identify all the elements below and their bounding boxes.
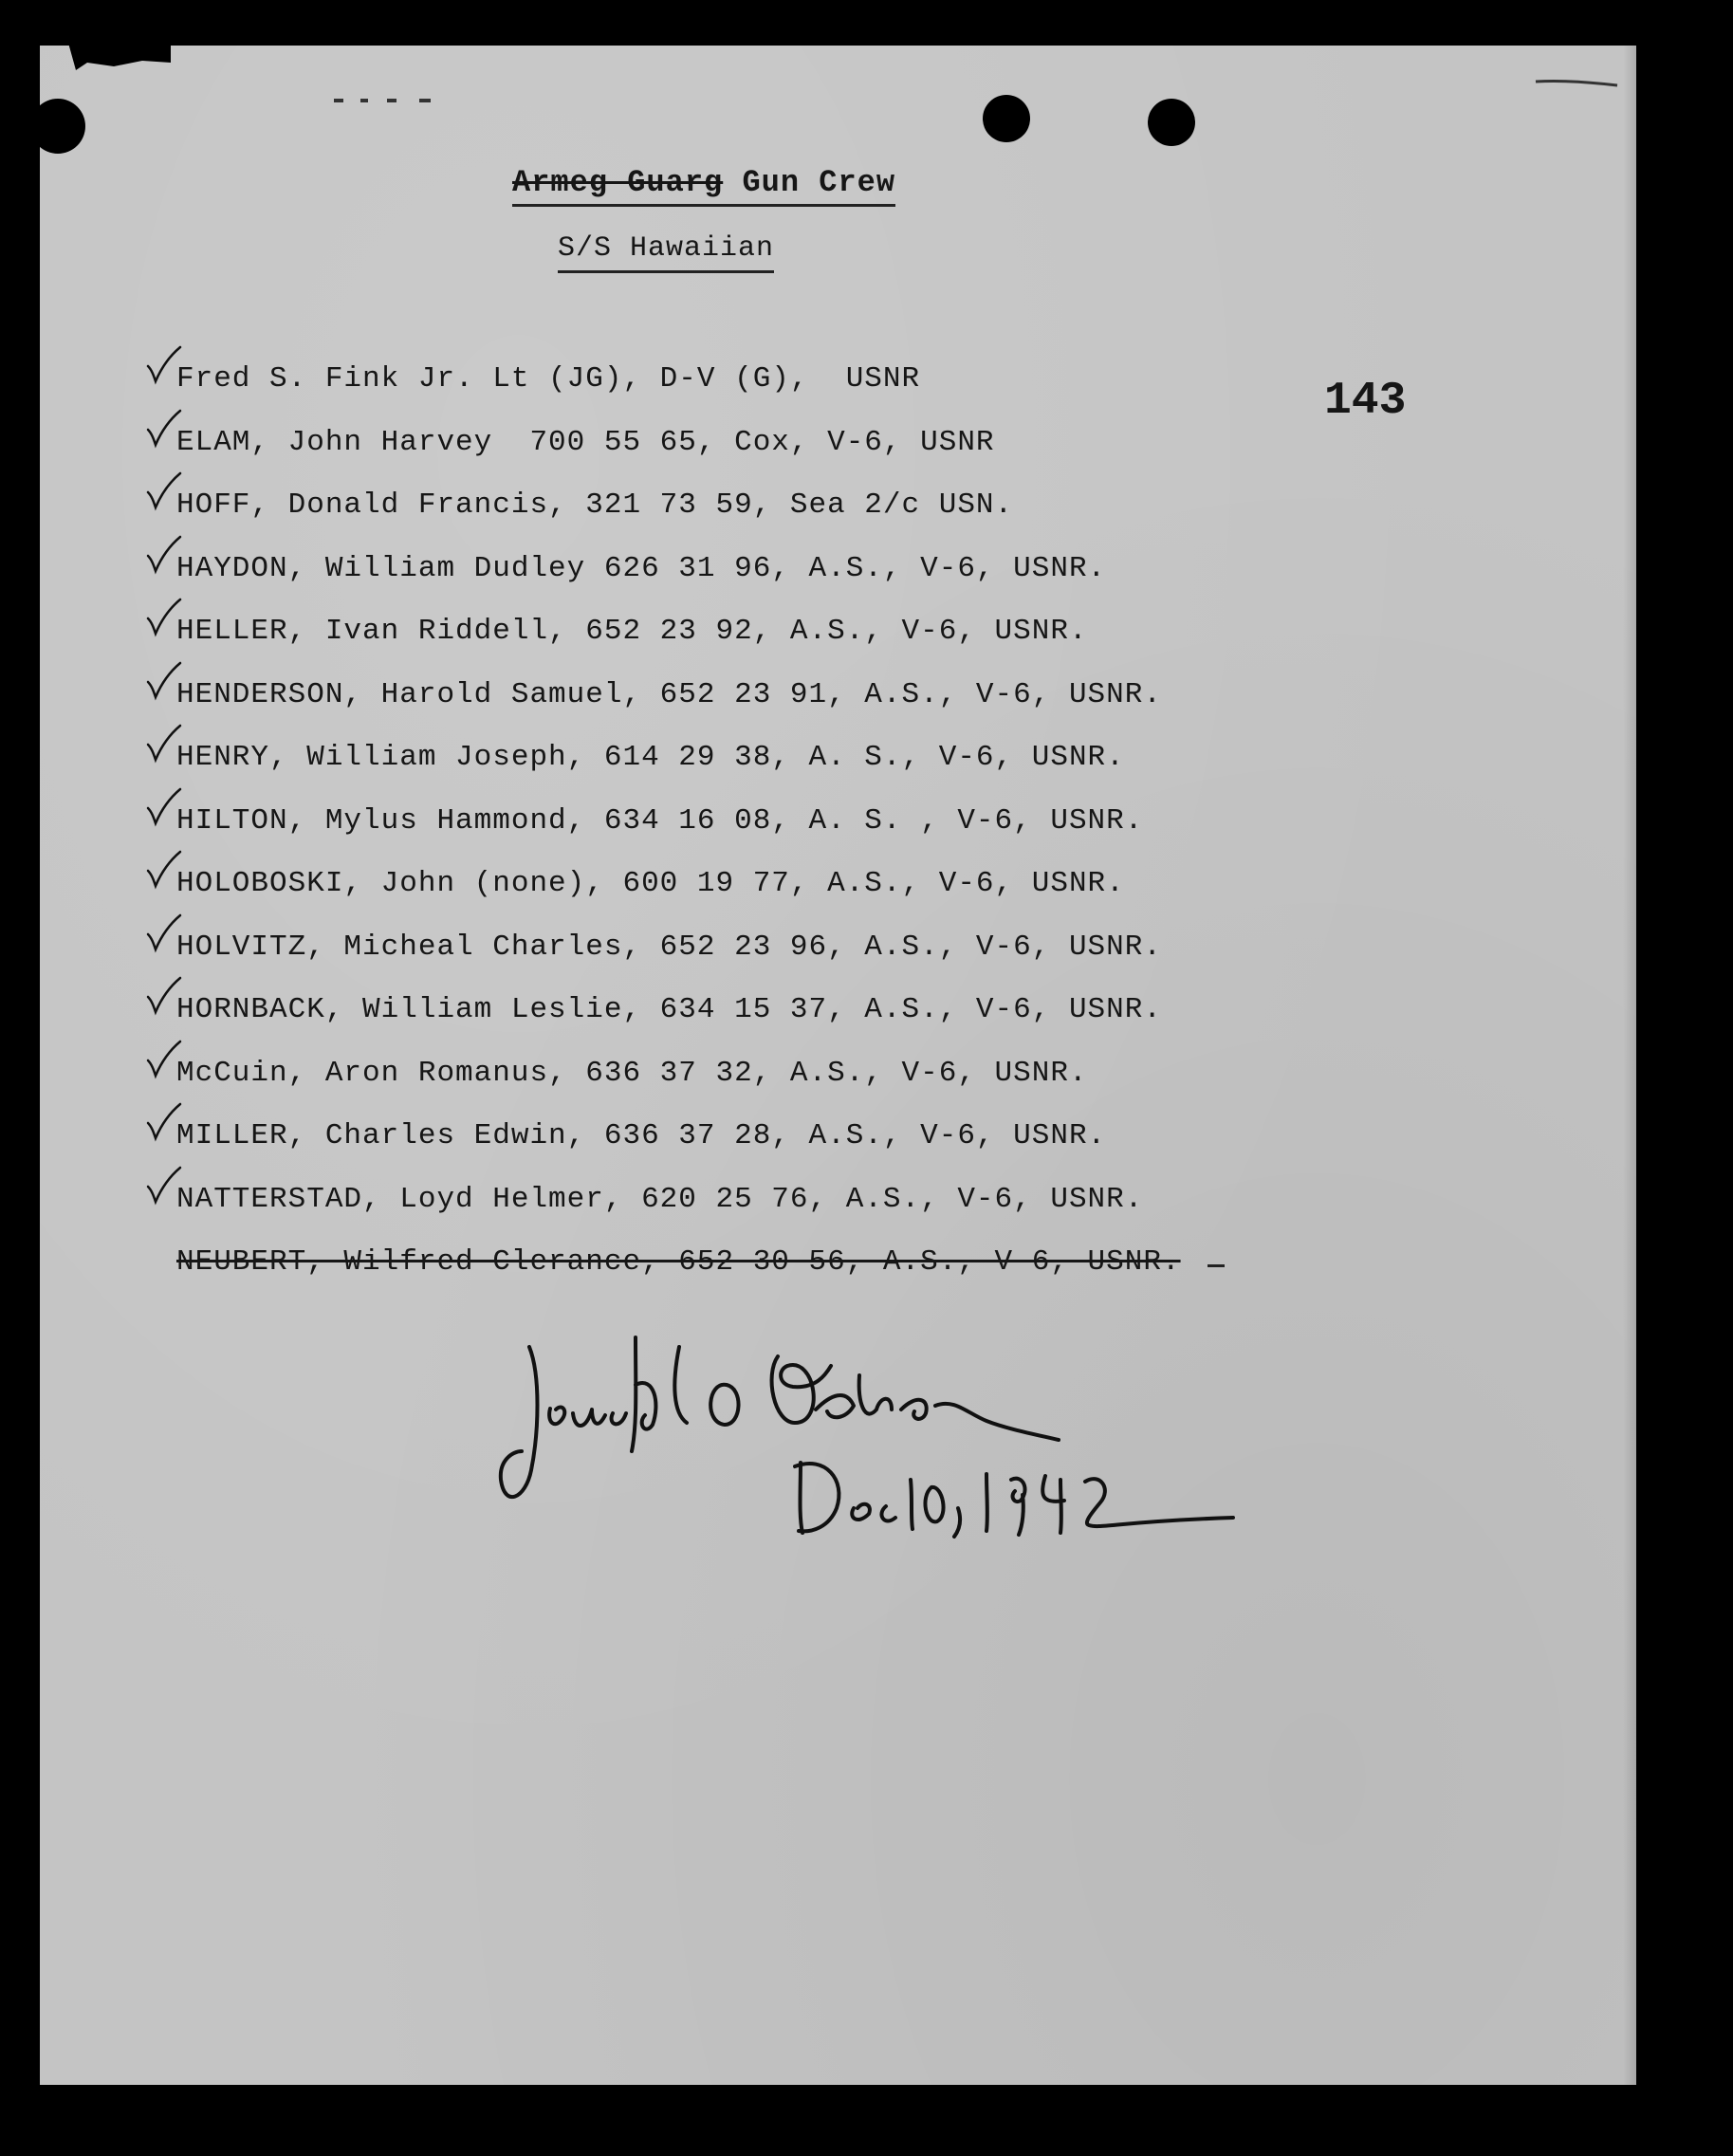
crew-entry-text: HORNBACK, William Leslie, 634 15 37, A.S., V-6, USNR. xyxy=(176,993,1162,1026)
crew-list xyxy=(176,360,1225,1307)
crew-row xyxy=(176,360,1225,424)
crew-entry-text: HOLVITZ, Micheal Charles, 652 23 96, A.S., V-6, USNR. xyxy=(176,930,1162,964)
checkmark-icon xyxy=(142,848,184,890)
crew-row xyxy=(176,1181,1225,1244)
checkmark-icon xyxy=(142,912,184,953)
title-rest: Gun Crew xyxy=(723,165,896,200)
top-right-stroke xyxy=(1532,74,1627,91)
checkmark-icon xyxy=(142,722,184,764)
crew-entry-text: McCuin, Aron Romanus, 636 37 32, A.S., V-6, USNR. xyxy=(176,1056,1088,1090)
crew-row xyxy=(176,739,1225,802)
crew-row xyxy=(176,550,1225,614)
crew-row xyxy=(176,802,1225,866)
crew-entry-text: HENDERSON, Harold Samuel, 652 23 91, A.S., V-6, USNR. xyxy=(176,677,1162,711)
checkmark-icon xyxy=(142,343,184,385)
document-title xyxy=(512,165,895,207)
crew-entry-text: HOLOBOSKI, John (none), 600 19 77, A.S., V-6, USNR. xyxy=(176,867,1125,900)
crew-entry-text: NATTERSTAD, Loyd Helmer, 620 25 76, A.S., V-6, USNR. xyxy=(176,1182,1144,1216)
crew-entry-text: NEUBERT, Wilfred Clerance, 652 30 56, A.S., V-6, USNR. xyxy=(176,1245,1181,1279)
ship-name: S/S Hawaiian xyxy=(558,232,774,273)
crew-row xyxy=(176,991,1225,1055)
crew-entry-text: HAYDON, William Dudley 626 31 96, A.S., V-6, USNR. xyxy=(176,551,1107,585)
handwritten-date xyxy=(787,1442,1243,1546)
page-number: 143 xyxy=(1324,376,1407,427)
checkmark-icon xyxy=(142,470,184,511)
crew-row xyxy=(176,676,1225,740)
top-dash-marks xyxy=(332,95,446,106)
strike-trailing-dash xyxy=(1208,1264,1225,1267)
torn-corner-mark xyxy=(28,28,180,95)
checkmark-icon xyxy=(142,1038,184,1079)
crew-row xyxy=(176,1055,1225,1118)
crew-row xyxy=(176,487,1225,550)
crew-entry-text: HENRY, William Joseph, 614 29 38, A. S., V-6, USNR. xyxy=(176,741,1125,774)
checkmark-icon xyxy=(142,407,184,449)
crew-entry-text: Fred S. Fink Jr. Lt (JG), D-V (G), USNR xyxy=(176,362,921,396)
punch-hole-right xyxy=(1148,99,1195,146)
punch-hole-left xyxy=(30,99,85,154)
crew-row xyxy=(176,424,1225,488)
sheet-edge-shadow xyxy=(1623,46,1636,2085)
crew-row-struck xyxy=(176,1244,1225,1307)
crew-row xyxy=(176,929,1225,992)
checkmark-icon xyxy=(142,596,184,637)
crew-entry-text: MILLER, Charles Edwin, 636 37 28, A.S., V-6, USNR. xyxy=(176,1119,1107,1152)
crew-entry-text: ELAM, John Harvey 700 55 65, Cox, V-6, USNR xyxy=(176,425,995,459)
punch-hole-center xyxy=(983,95,1030,142)
checkmark-icon xyxy=(142,533,184,575)
checkmark-icon xyxy=(142,1100,184,1142)
crew-row xyxy=(176,1117,1225,1181)
checkmark-icon xyxy=(142,785,184,827)
checkmark-icon xyxy=(142,659,184,701)
crew-entry-text: HILTON, Mylus Hammond, 634 16 08, A. S. , V-6, USNR. xyxy=(176,803,1144,838)
crew-row xyxy=(176,613,1225,676)
checkmark-icon xyxy=(142,1164,184,1206)
crew-entry-text: HELLER, Ivan Riddell, 652 23 92, A.S., V-6, USNR. xyxy=(176,615,1088,648)
checkmark-icon xyxy=(142,974,184,1016)
title-struck-words: Armeg Guarg xyxy=(512,165,724,200)
crew-entry-text: HOFF, Donald Francis, 321 73 59, Sea 2/c USN. xyxy=(176,488,1014,522)
crew-row xyxy=(176,865,1225,929)
